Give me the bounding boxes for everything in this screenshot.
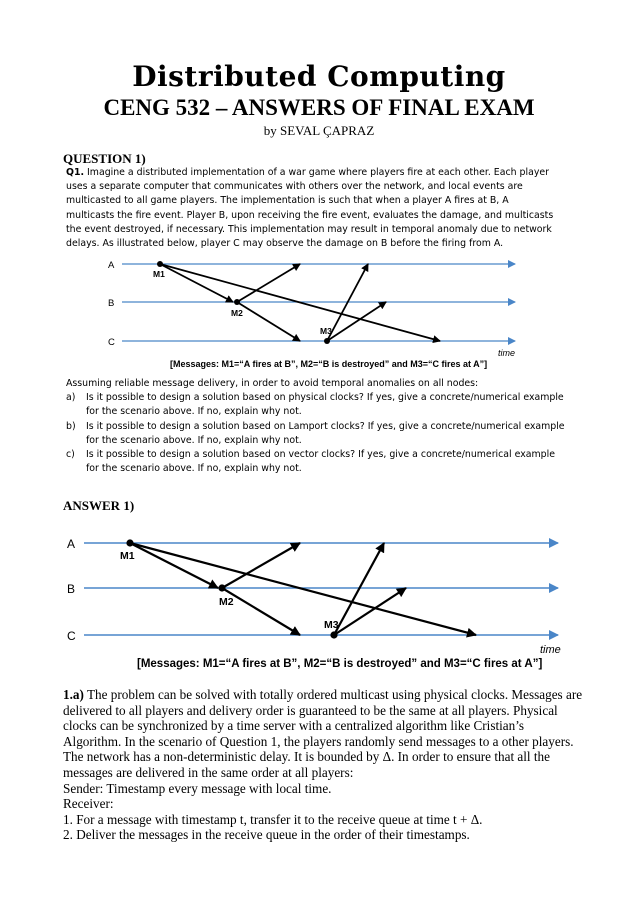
message-label-m2: M2 [231,308,243,318]
event-dot-m2 [218,584,225,591]
answer-body: The problem can be solved with totally ordered multicast using physical clocks. Messages are delivered to all players and delivery order is guaranteed to be the same at all players. Physical clocks can be synchronized by a time server with a centralized algorithm like Cristian’s Algorithm. In the scenario of Question 1, the players randomly send messages to a other players. The network has a non-deterministic delay. It is bounded by Δ. In order to ensure that all the messages are delivered in the same order at all players: [63,687,583,780]
answer-line: Receiver: [63,796,114,812]
diagram-caption: [Messages: M1=“A fires at B”, M2=“B is destroyed” and M3=“C fires at A”] [137,658,543,670]
arrow-m2-to-c [222,588,300,635]
question-item-b [66,420,566,448]
event-dot-m2 [234,299,240,305]
question-item-c [66,448,566,476]
event-dot-m1 [157,261,163,267]
message-label-m2: M2 [219,596,234,608]
message-label-m3: M3 [324,619,339,631]
question-item-text: Is it possible to design a solution based on vector clocks? If yes, give a concrete/numerical example for the scenario above. If no, explain why not. [86,449,555,475]
question-diagram [100,255,530,370]
question-item-text: Is it possible to design a solution based on physical clocks? If yes, give a concrete/numerical example for the scenario above. If no, explain why not. [86,392,564,418]
question-body: Imagine a distributed implementation of a war game where players fire at each other. Each player uses a separate computer that communicates with others over the network, and local events are multicasted to all game players. The implementation is such that when a player A fires at B, A multicasts the fire event. Player B, upon receiving the fire event, evaluates the damage, and multicasts the event destroyed, if necessary. This implementation may result in temporal anomaly due to network delays. As illustrated below, player C may observe the damage on B before the firing from A. [66,167,554,250]
time-label: time [498,348,516,358]
question-label: Q1. [66,167,85,178]
arrow-m1-to-b [160,264,233,302]
question-item-label: b) [66,420,76,432]
process-label-a: A [108,260,115,271]
message-label-m1: M1 [153,269,165,279]
process-label-c: C [67,629,76,643]
question-assumption: Assuming reliable message delivery, in order to avoid temporal anomalies on all nodes: [66,378,479,389]
event-dot-m3 [330,631,337,638]
answer-paragraph [63,687,583,781]
document-author: by SEVAL ÇAPRAZ [263,123,375,138]
message-label-m1: M1 [120,550,135,562]
answer-line: 2. Deliver the messages in the receive queue in the order of their timestamps. [63,827,470,843]
arrow-m3-to-a [334,543,384,635]
arrow-m1-to-c [130,543,476,635]
question-paragraph [66,166,556,251]
arrow-m1-to-b [130,543,218,588]
question-items [66,377,566,476]
question-heading: QUESTION 1) [63,151,146,166]
question-item-text: Is it possible to design a solution based on Lamport clocks? If yes, give a concrete/numerical example for the scenario above. If no, explain why not. [86,420,565,446]
event-dot-m3 [324,338,330,344]
diagram-caption: [Messages: M1=“A fires at B”, M2=“B is destroyed” and M3=“C fires at A”] [170,359,488,369]
process-label-b: B [108,298,115,309]
answer-block [63,687,583,843]
arrow-m3-to-b [327,302,386,341]
document-title: Distributed Computing [132,60,506,93]
arrow-m2-to-a [222,543,300,588]
question-item-a [66,391,566,419]
answer-label: 1.a) [63,687,84,702]
message-label-m3: M3 [320,326,332,336]
answer-line: 1. For a message with timestamp t, transfer it to the receive queue at time t + Δ. [63,811,483,827]
arrow-m2-to-a [237,264,300,302]
process-label-a: A [67,537,76,551]
answer-heading: ANSWER 1) [63,498,135,513]
question-item-label: c) [66,449,75,461]
arrow-m2-to-c [237,302,300,341]
time-label: time [540,644,561,656]
answer-diagram [62,532,572,670]
document-subtitle: CENG 532 – ANSWERS OF FINAL EXAM [103,95,535,120]
answer-line: Sender: Timestamp every message with local time. [63,780,332,796]
arrow-m3-to-b [334,588,406,635]
question-item-label: a) [66,392,76,404]
process-label-b: B [67,582,76,596]
event-dot-m1 [126,539,133,546]
question-text-block [66,166,556,251]
process-label-c: C [108,337,115,348]
